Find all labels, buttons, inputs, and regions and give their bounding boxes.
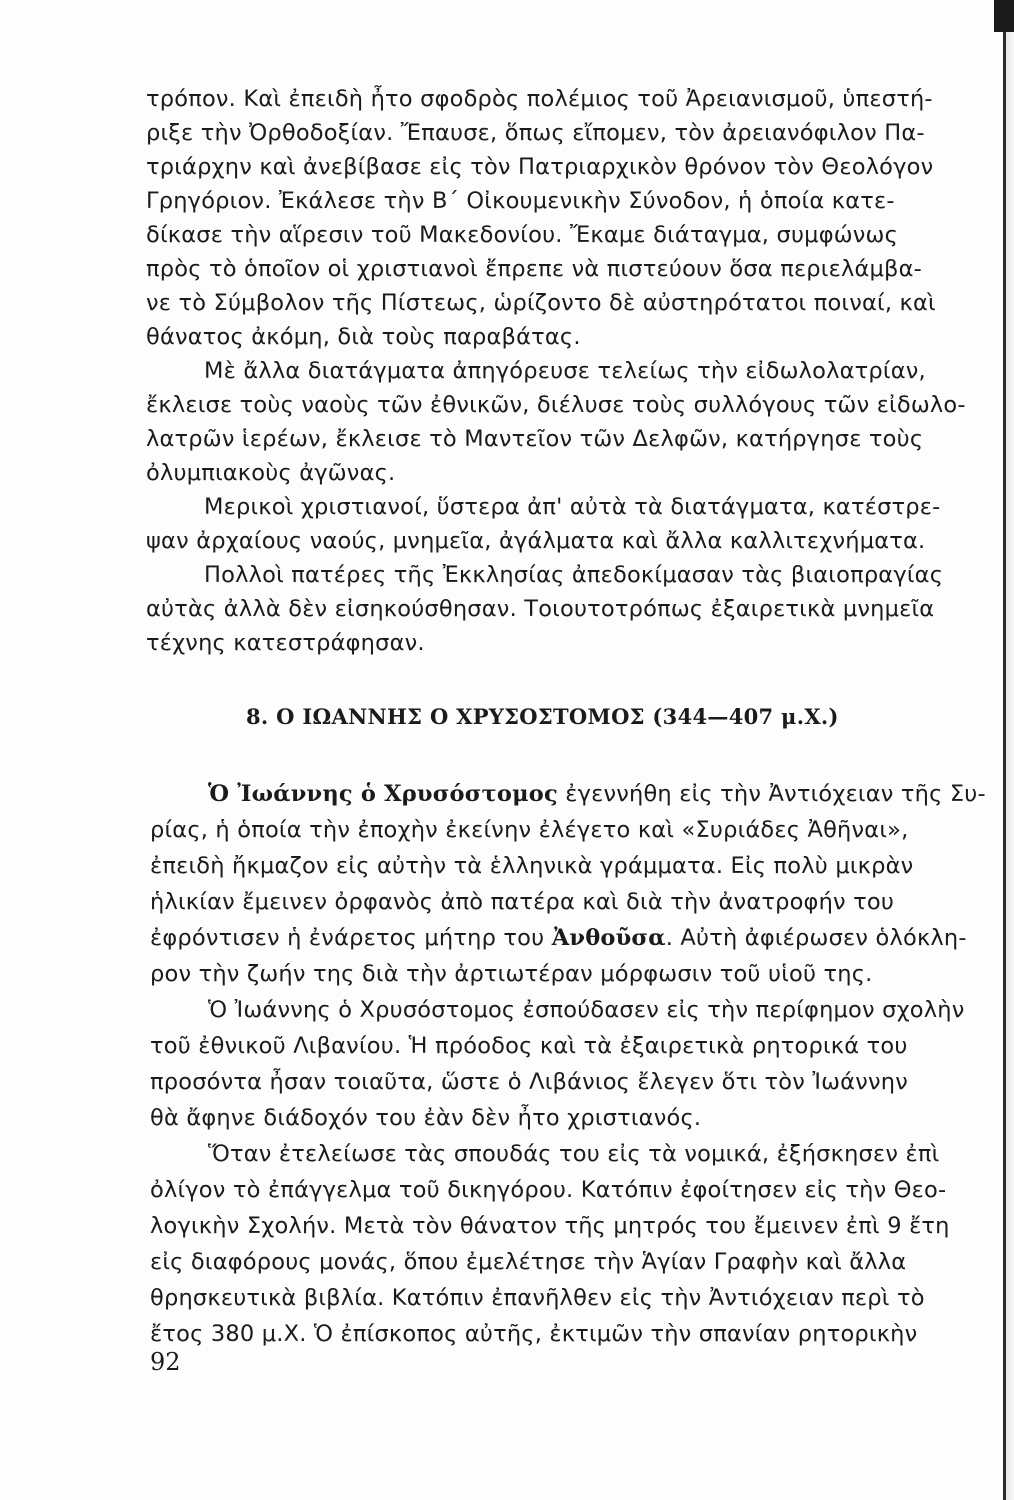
text-line	[150, 920, 1000, 956]
text-line: ἔτος 380 μ.Χ. Ὁ ἐπίσκοπος αὐτῆς, ἐκτιμῶν τὴν σπανίαν ρητορικὴν	[150, 1321, 918, 1347]
text-line: ὀλυμπιακοὺς ἀγῶνας.	[146, 460, 396, 486]
text-line: ψαν ἀρχαίους ναούς, μνημεῖα, ἀγάλματα καὶ ἄλλα καλλιτεχνήματα.	[146, 528, 926, 554]
text-line: δίκασε τὴν αἵρεσιν τοῦ Μακεδονίου. Ἔκαμε διάταγμα, συμφώνως	[146, 222, 898, 248]
text-line: τοῦ ἐθνικοῦ Λιβανίου. Ἡ πρόοδος καὶ τὰ ἐξαιρετικὰ ρητορικά του	[150, 1033, 908, 1059]
text-span: ἐγεννήθη εἰς τὴν Ἀντιόχειαν τῆς Συ-	[557, 781, 986, 807]
text-line: ἐπειδὴ ἤκμαζον εἰς αὐτὴν τὰ ἑλληνικὰ γράμματα. Εἰς πολὺ μικρὰν	[150, 853, 914, 879]
text-line: θὰ ἄφηνε διάδοχόν του ἐὰν δὲν ἦτο χριστιανός.	[150, 1105, 702, 1131]
text-line: ρίας, ἡ ὁποία τὴν ἐποχὴν ἐκείνην ἐλέγετο καὶ «Συριάδες Ἀθῆναι»,	[150, 817, 909, 843]
text-line: εἰς διαφόρους μονάς, ὅπου ἐμελέτησε τὴν Ἁγίαν Γραφὴν καὶ ἄλλα	[150, 1249, 907, 1275]
lower-text	[150, 776, 1000, 1352]
text-line: λατρῶν ἱερέων, ἔκλεισε τὸ Μαντεῖον τῶν Δελφῶν, κατήργησε τοὺς	[146, 426, 924, 452]
text-line: προσόντα ἦσαν τοιαῦτα, ὥστε ὁ Λιβάνιος ἔλεγεν ὅτι τὸν Ἰωάννην	[150, 1069, 908, 1095]
text-line: πρὸς τὸ ὁποῖον οἱ χριστιανοὶ ἔπρεπε νὰ πιστεύουν ὅσα περιελάμβα-	[146, 256, 922, 282]
upper-text	[146, 82, 996, 660]
text-line: Γρηγόριον. Ἐκάλεσε τὴν Β΄ Οἰκουμενικὴν Σύνοδον, ἡ ὁποία κατε-	[146, 188, 895, 214]
text-line: Πολλοὶ πατέρες τῆς Ἐκκλησίας ἀπεδοκίμασαν τὰς βιαιοπραγίας	[204, 562, 944, 588]
text-line: ἡλικίαν ἔμεινεν ὀρφανὸς ἀπὸ πατέρα καὶ διὰ τὴν ἀνατροφήν του	[150, 889, 895, 915]
page-edge-shadow	[1006, 0, 1014, 1500]
text-span: . Αὐτὴ ἀφιέρωσεν ὁλόκλη-	[665, 925, 967, 951]
page-edge-line	[1003, 0, 1006, 1500]
text-line: θάνατος ἀκόμη, διὰ τοὺς παραβάτας.	[146, 324, 581, 350]
text-line: ρον τὴν ζωήν της διὰ τὴν ἀρτιωτέραν μόρφωσιν τοῦ υἱοῦ της.	[150, 961, 873, 987]
bold-name: Ὁ Ἰωάννης ὁ Χρυσόστομος	[208, 781, 558, 807]
text-line: Μὲ ἄλλα διατάγματα ἀπηγόρευσε τελείως τὴν εἰδωλολατρίαν,	[204, 358, 926, 384]
text-line: Μερικοὶ χριστιανοί, ὕστερα ἀπ' αὐτὰ τὰ διατάγματα, κατέστρε-	[204, 494, 941, 520]
text-line: θρησκευτικὰ βιβλία. Κατόπιν ἐπανῆλθεν εἰς τὴν Ἀντιόχειαν περὶ τὸ	[150, 1285, 925, 1311]
text-line: λογικὴν Σχολήν. Μετὰ τὸν θάνατον τῆς μητρός του ἔμεινεν ἐπὶ 9 ἔτη	[150, 1213, 950, 1239]
text-span: ἐφρόντισεν ἡ ἐνάρετος μήτηρ του	[150, 925, 552, 951]
text-line: αὐτὰς ἀλλὰ δὲν εἰσηκούσθησαν. Τοιουτοτρόπως ἐξαιρετικὰ μνημεῖα	[146, 596, 935, 622]
section-heading: 8. Ο ΙΩΑΝΝΗΣ Ο ΧΡΥΣΟΣΤΟΜΟΣ (344—407 μ.Χ.)	[246, 704, 839, 729]
page-number: 92	[150, 1348, 181, 1376]
text-line: Ὁ Ἰωάννης ὁ Χρυσόστομος ἐσπούδασεν εἰς τὴν περίφημον σχολὴν	[208, 997, 965, 1023]
text-line: ριξε τὴν Ὀρθοδοξίαν. Ἔπαυσε, ὅπως εἴπομεν, τὸν ἀρειανόφιλον Πα-	[146, 120, 925, 146]
text-line: νε τὸ Σύμβολον τῆς Πίστεως, ὡρίζοντο δὲ αὐστηρότατοι ποιναί, καὶ	[146, 290, 936, 316]
bold-name: Ἀνθοῦσα	[551, 925, 666, 951]
text-line: τρόπον. Καὶ ἐπειδὴ ἦτο σφοδρὸς πολέμιος τοῦ Ἀρειανισμοῦ, ὑπεστή-	[146, 86, 933, 112]
text-line: ἔκλεισε τοὺς ναοὺς τῶν ἐθνικῶν, διέλυσε τοὺς συλλόγους τῶν εἰδωλο-	[146, 392, 966, 418]
page-corner	[994, 0, 1014, 32]
text-line: Ὅταν ἐτελείωσε τὰς σπουδάς του εἰς τὰ νομικά, ἐξήσκησεν ἐπὶ	[208, 1141, 940, 1167]
text-line	[150, 776, 1000, 812]
text-line: ὀλίγον τὸ ἐπάγγελμα τοῦ δικηγόρου. Κατόπιν ἐφοίτησεν εἰς τὴν Θεο-	[150, 1177, 947, 1203]
text-line: τριάρχην καὶ ἀνεβίβασε εἰς τὸν Πατριαρχικὸν θρόνον τὸν Θεολόγον	[146, 154, 934, 180]
text-line: τέχνης κατεστράφησαν.	[146, 630, 425, 656]
